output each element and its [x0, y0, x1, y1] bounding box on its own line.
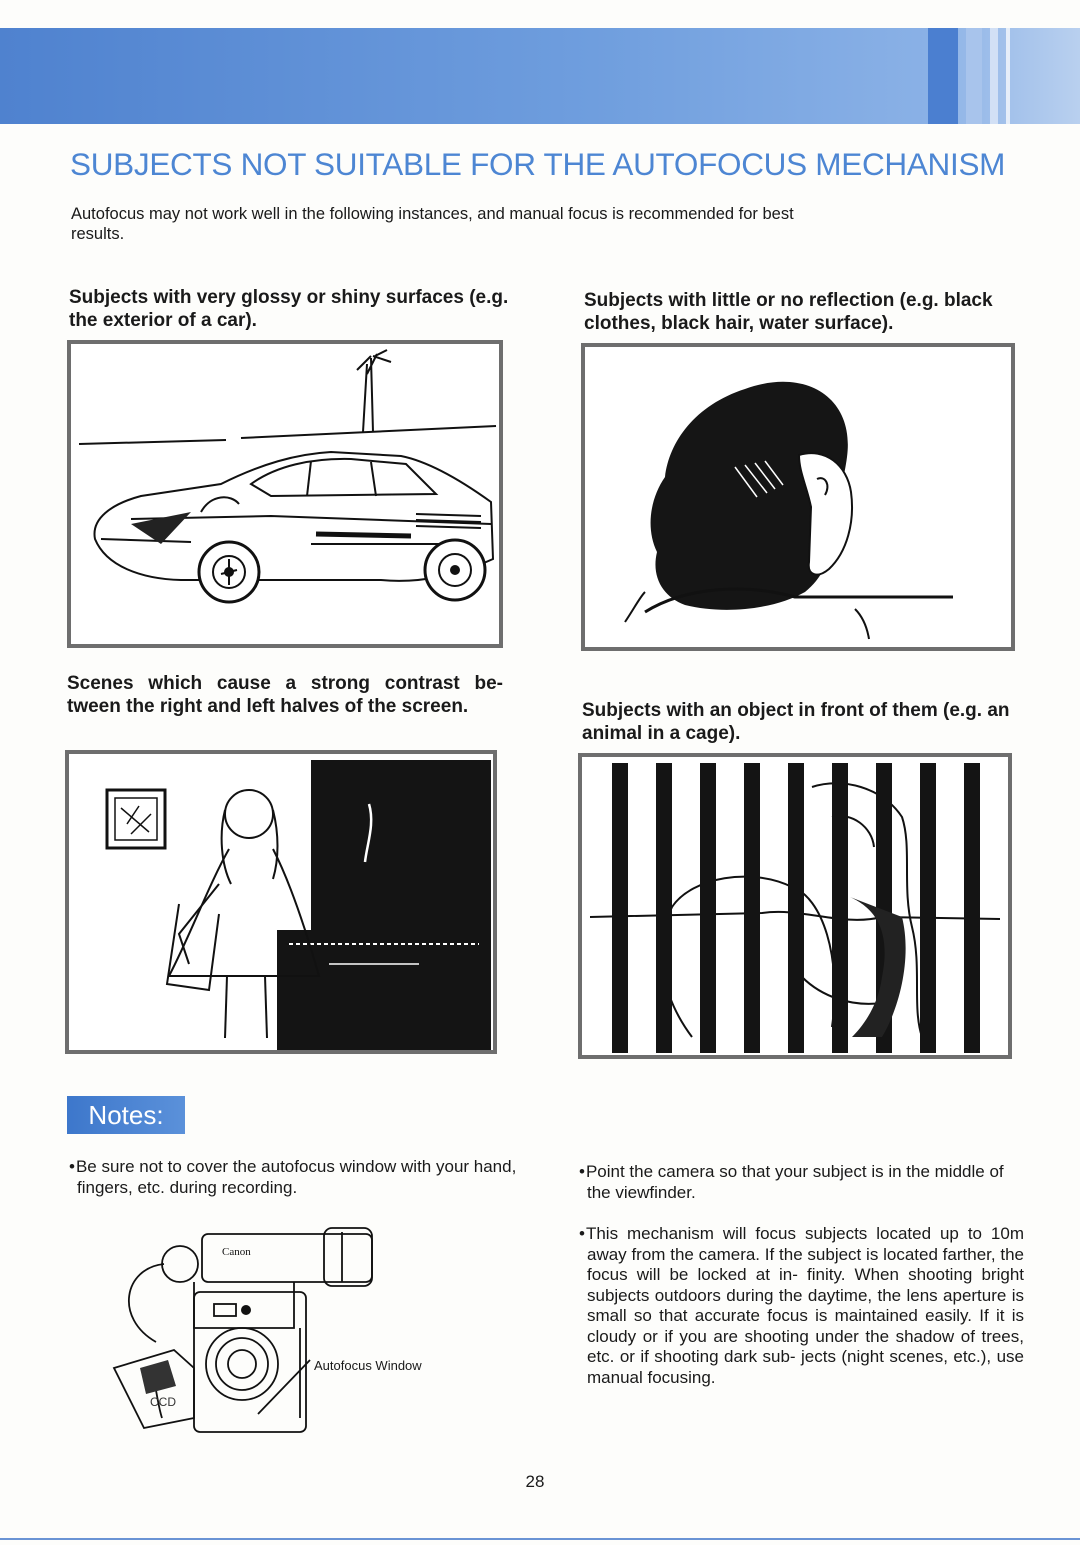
- note-bullet: •: [579, 1162, 585, 1181]
- notes-heading: Notes:: [67, 1096, 185, 1134]
- caption-strong-contrast: Scenes which cause a strong contrast be- tween the right and left halves of the screen.: [67, 673, 503, 717]
- header-stripe: [990, 28, 998, 124]
- car-drawing: [71, 344, 499, 644]
- bottom-rule: [0, 1538, 1080, 1540]
- dark-hair-illustration: [581, 343, 1015, 651]
- header-stripe: [966, 28, 982, 124]
- cage-drawing: [582, 757, 1008, 1055]
- camera-figure: [84, 1218, 474, 1446]
- car-illustration: [67, 340, 503, 648]
- hair-drawing: [585, 347, 1011, 647]
- caption-low-reflection: Subjects with little or no reflection (e.g. black clothes, black hair, water surface).: [584, 290, 993, 334]
- camcorder-drawing: [84, 1218, 474, 1446]
- intro-text: Autofocus may not work well in the following instances, and manual focus is recommended for best results.: [71, 205, 794, 243]
- caption-glossy-surfaces: Subjects with very glossy or shiny surfaces (e.g. the exterior of a car).: [69, 287, 509, 331]
- note-right-1: [579, 1162, 1027, 1203]
- header-stripe: [928, 28, 958, 124]
- girl-piano-illustration: [65, 750, 497, 1054]
- header-stripe: [1006, 28, 1010, 124]
- girl-piano-drawing: [69, 754, 493, 1050]
- page-title: SUBJECTS NOT SUITABLE FOR THE AUTOFOCUS MECHANISM: [70, 146, 1006, 182]
- note-left-1: [69, 1157, 517, 1198]
- note-text: This mechanism will focus subjects located up to 10m away from the camera. If the subject is located farther, the focus will be locked at in- finity. When shooting bright subjects outdoors during the daytime, the lens aperture is small so that accurate focus is maintained easily. If it is cloudy or if you are shooting under the shadow of trees, etc. or if shooting dark sub- jects (night scenes, etc.), use manual focusing.: [585, 1224, 1024, 1387]
- caged-animal-illustration: [578, 753, 1012, 1059]
- page-number: 28: [525, 1472, 545, 1491]
- brand-label: Canon: [222, 1246, 251, 1258]
- note-text: Point the camera so that your subject is in the middle of the viewfinder.: [585, 1162, 1004, 1202]
- note-right-2: [579, 1224, 1024, 1388]
- caption-object-in-front: Subjects with an object in front of them (e.g. an animal in a cage).: [582, 700, 1010, 744]
- note-bullet: •: [579, 1224, 585, 1243]
- note-text: Be sure not to cover the autofocus window with your hand, fingers, etc. during recording.: [75, 1157, 517, 1197]
- autofocus-window-callout: Autofocus Window: [314, 1358, 422, 1373]
- header-band: [0, 28, 1080, 124]
- ccd-label: CCD: [150, 1395, 176, 1409]
- note-bullet: •: [69, 1157, 75, 1176]
